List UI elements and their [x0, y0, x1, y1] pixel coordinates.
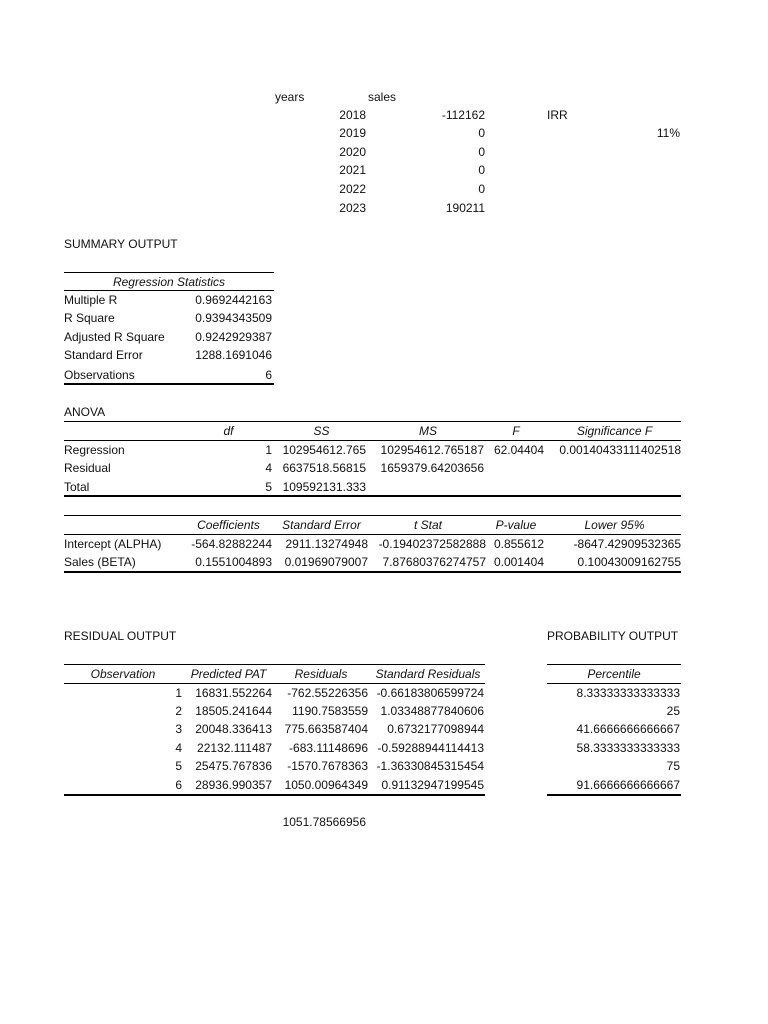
percentile-value: 75 [666, 759, 680, 773]
year-cell: 2022 [339, 182, 366, 196]
irr-value: 11% [656, 126, 680, 140]
percentile-value: 25 [666, 704, 680, 718]
stat-label: Standard Error [64, 348, 143, 362]
probability-output-title: PROBABILITY OUTPUT [547, 629, 679, 643]
sales-header: sales [368, 90, 397, 104]
stat-value: 1288.1691046 [195, 348, 272, 362]
sales-cell: 0 [478, 163, 485, 177]
percentile-value: 41.6666666666667 [576, 722, 680, 736]
table-rule [64, 495, 681, 497]
residual-standard: 1.03348877840606 [380, 704, 484, 718]
residual-observation: 3 [175, 722, 182, 736]
table-rule [64, 290, 274, 291]
year-cell: 2023 [339, 201, 366, 215]
table-rule [64, 794, 485, 796]
table-rule [64, 534, 681, 535]
table-rule [547, 664, 681, 665]
residual-standard: -0.66183806599724 [376, 686, 484, 700]
coef-p-value: 0.001404 [493, 555, 544, 569]
residual-standard: 0.6732177098944 [387, 722, 484, 736]
coef-row-label: Intercept (ALPHA) [64, 537, 162, 551]
anova-row-label: Regression [64, 443, 125, 457]
residual-header-predicted-pat: Predicted PAT [190, 667, 267, 681]
coef-header-coefficients: Coefficients [197, 518, 260, 532]
sales-cell: 190211 [445, 201, 485, 215]
anova-df: 1 [265, 443, 272, 457]
sales-cell: -112162 [441, 108, 485, 122]
residual-predicted: 20048.336413 [195, 722, 272, 736]
table-rule [64, 421, 681, 422]
anova-ms: 102954612.765187 [380, 443, 484, 457]
residual-observation: 4 [175, 741, 182, 755]
residual-value: -762.55226356 [287, 686, 368, 700]
percentile-value: 8.33333333333333 [576, 686, 680, 700]
table-rule [64, 440, 681, 441]
residual-output-title: RESIDUAL OUTPUT [64, 629, 177, 643]
anova-f: 62.04404 [493, 443, 544, 457]
coef-lower-95: -8647.42909532365 [573, 537, 681, 551]
coef-lower-95: 0.10043009162755 [577, 555, 681, 569]
residual-standard: -0.59288944114413 [377, 741, 484, 755]
stat-label: Adjusted R Square [64, 330, 165, 344]
coef-header-p-value: P-value [495, 518, 537, 532]
anova-row-label: Total [64, 480, 90, 494]
coef-t-stat: -0.19402372582888 [378, 537, 486, 551]
table-rule [547, 683, 681, 684]
residual-standard: 0.91132947199545 [381, 778, 484, 792]
stat-label: R Square [64, 311, 115, 325]
residual-value: -683.11148696 [289, 741, 368, 755]
year-cell: 2018 [339, 108, 366, 122]
sales-cell: 0 [478, 145, 485, 159]
stat-value: 6 [265, 368, 272, 382]
anova-header-ss: SS [313, 424, 330, 438]
summary-title: SUMMARY OUTPUT [64, 237, 178, 251]
stat-value: 0.9394343509 [195, 311, 272, 325]
coef-header-t-stat: t Stat [413, 518, 442, 532]
residual-predicted: 16831.552264 [195, 686, 272, 700]
year-cell: 2019 [339, 126, 366, 140]
table-rule [64, 383, 274, 385]
coef-header-lower-95: Lower 95% [584, 518, 645, 532]
table-rule [64, 515, 681, 516]
residual-observation: 6 [175, 778, 182, 792]
coef-row-label: Sales (BETA) [64, 555, 136, 569]
years-header: years [275, 90, 305, 104]
residual-header-observation: Observation [90, 667, 156, 681]
year-cell: 2020 [339, 145, 366, 159]
stat-value: 0.9242929387 [195, 330, 272, 344]
residual-observation: 1 [175, 686, 182, 700]
coef-standard-error: 0.01969079007 [284, 555, 368, 569]
percentile-value: 58.3333333333333 [576, 741, 680, 755]
table-rule [64, 683, 485, 684]
table-rule [547, 794, 681, 796]
anova-row-label: Residual [64, 461, 111, 475]
anova-significance-f: 0.00140433111402518 [559, 443, 681, 457]
residual-value: 775.663587404 [284, 722, 368, 736]
anova-df: 4 [265, 461, 272, 475]
anova-df: 5 [265, 480, 272, 494]
anova-header-ms: MS [419, 424, 437, 438]
table-rule [64, 664, 485, 665]
sales-cell: 0 [478, 182, 485, 196]
anova-ss: 6637518.56815 [282, 461, 366, 475]
residual-predicted: 25475.767836 [195, 759, 272, 773]
residual-value: 1190.7583559 [292, 704, 368, 718]
anova-ms: 1659379.64203656 [380, 461, 484, 475]
anova-header-df: df [223, 424, 234, 438]
irr-label: IRR [547, 108, 568, 122]
stat-label: Multiple R [64, 293, 118, 307]
table-rule [64, 571, 681, 573]
residual-predicted: 22132.111487 [197, 741, 272, 755]
anova-header-f: F [512, 424, 520, 438]
table-rule [64, 272, 274, 273]
residual-observation: 2 [175, 704, 182, 718]
residual-predicted: 28936.990357 [195, 778, 272, 792]
sales-cell: 0 [478, 126, 485, 140]
residual-header-residuals: Residuals [294, 667, 348, 681]
coef-t-stat: 7.87680376274757 [382, 555, 486, 569]
residual-predicted: 18505.241644 [195, 704, 272, 718]
residual-extra-value: 1051.78566956 [282, 815, 366, 829]
percentile-value: 91.6666666666667 [576, 778, 680, 792]
residual-value: 1050.00964349 [284, 778, 368, 792]
anova-header-significance-f: Significance F [576, 424, 653, 438]
coef-standard-error: 2911.13274948 [285, 537, 368, 551]
coef-value: 0.1551004893 [195, 555, 272, 569]
anova-ss: 109592131.333 [282, 480, 366, 494]
residual-header-standard-residuals: Standard Residuals [375, 667, 481, 681]
coef-p-value: 0.855612 [493, 537, 544, 551]
year-cell: 2021 [339, 163, 366, 177]
residual-standard: -1.36330845315454 [376, 759, 484, 773]
coef-value: -564.82882244 [191, 537, 272, 551]
anova-ss: 102954612.765 [282, 443, 366, 457]
residual-observation: 5 [175, 759, 182, 773]
stat-label: Observations [64, 368, 135, 382]
probability-header-percentile: Percentile [587, 667, 641, 681]
regression-statistics-header: Regression Statistics [112, 275, 226, 289]
stat-value: 0.9692442163 [195, 293, 272, 307]
coef-header-standard-error: Standard Error [282, 518, 361, 532]
residual-value: -1570.7678363 [287, 759, 368, 773]
anova-title: ANOVA [64, 405, 106, 419]
